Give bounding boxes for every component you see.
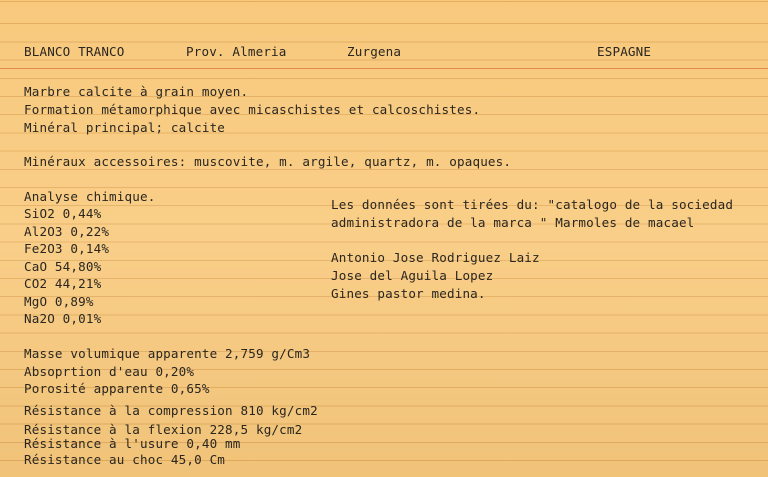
analysis-item: Al2O3 0,22% <box>24 224 110 239</box>
analysis-item: Fe2O3 0,14% <box>24 241 110 256</box>
country: ESPAGNE <box>597 44 652 59</box>
property: Porosité apparente 0,65% <box>24 381 210 396</box>
source-line: administradora de la marca " Marmoles de macael <box>331 215 695 230</box>
analysis-title: Analyse chimique. <box>24 189 156 204</box>
property: Résistance à la compression 810 kg/cm2 <box>24 403 318 418</box>
description-line: Formation métamorphique avec micaschistes et calcoschistes. <box>24 102 481 117</box>
analysis-item: MgO 0,89% <box>24 294 94 309</box>
stone-name: BLANCO TRANCO <box>24 44 125 59</box>
analysis-item: Na2O 0,01% <box>24 311 102 326</box>
source-line: Les données sont tirées du: "catalogo de la sociedad <box>331 197 734 212</box>
analysis-item: CO2 44,21% <box>24 276 102 291</box>
town: Zurgena <box>347 44 402 59</box>
analysis-item: SiO2 0,44% <box>24 206 102 221</box>
header-rule <box>0 68 768 69</box>
property: Résistance à l'usure 0,40 mm <box>24 436 241 451</box>
property: Absoprtion d'eau 0,20% <box>24 364 195 379</box>
analysis-item: CaO 54,80% <box>24 259 102 274</box>
province: Prov. Almeria <box>186 44 287 59</box>
description-line: Marbre calcite à grain moyen. <box>24 84 249 99</box>
author: Jose del Aguila Lopez <box>331 268 494 283</box>
accessory-minerals: Minéraux accessoires: muscovite, m. argile, quartz, m. opaques. <box>24 154 512 169</box>
property: Résistance au choc 45,0 Cm <box>24 452 226 467</box>
author: Gines pastor medina. <box>331 286 486 301</box>
author: Antonio Jose Rodriguez Laiz <box>331 250 540 265</box>
property: Masse volumique apparente 2,759 g/Cm3 <box>24 346 311 361</box>
property: Résistance à la flexion 228,5 kg/cm2 <box>24 422 303 437</box>
description-line: Minéral principal; calcite <box>24 120 226 135</box>
